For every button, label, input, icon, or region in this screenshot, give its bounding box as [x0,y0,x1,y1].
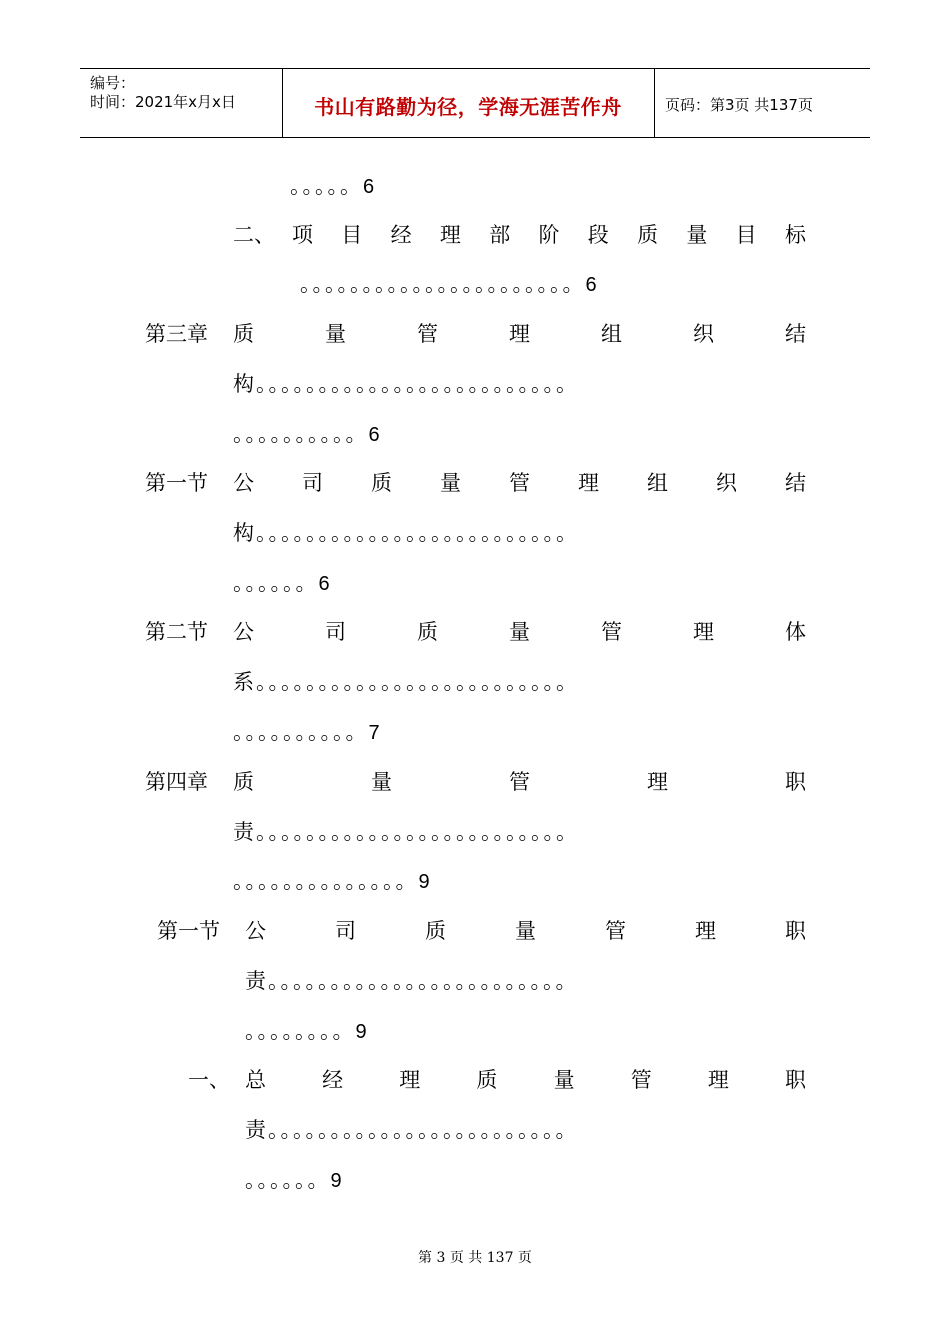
toc-title-char: 织 [693,322,714,346]
toc-title [233,471,806,495]
toc-title-char: 量 [553,1068,575,1092]
toc-line2: 责。。。。。。。。。。。。。。。。。。。。。。。。 [245,969,579,993]
toc-title-char: 公 [245,919,266,943]
toc-title-char: 量 [325,322,346,346]
toc-page-number: 7 [368,722,380,744]
toc-title-char: 质 [233,322,254,346]
toc-title-char: 项 [292,223,313,247]
toc-title-char: 质 [476,1068,498,1092]
toc-title-char: 结 [785,471,806,495]
toc-page-number: 6 [318,573,330,595]
toc-title-char: 理 [399,1068,421,1092]
toc-title-char: 组 [647,471,668,495]
toc-title-char: 段 [587,223,609,247]
header-middle-cell [282,69,655,137]
toc-dots-line [233,571,330,596]
toc-prefix: 第一节 [145,471,208,495]
toc-page-number: 6 [368,424,380,446]
toc-page-number: 9 [355,1021,367,1043]
toc-dots: 。。。。。。 [245,1168,331,1192]
toc-title-char: 理 [509,322,530,346]
number-label: 编号： [90,74,136,92]
toc-line2: 系。。。。。。。。。。。。。。。。。。。。。。。。。 [233,670,579,694]
toc-dots: 。。。。。。。。。。 [233,422,369,446]
toc-title-char: 质 [637,223,659,247]
page-footer: 第 3 页 共 137 页 [418,1250,532,1266]
toc-title-char: 质 [417,620,438,644]
toc-title [233,770,806,794]
toc-title-char: 管 [509,770,530,794]
toc-prefix: 一、 [188,1068,230,1092]
toc-title-char: 体 [785,620,806,644]
toc-title [245,919,806,943]
toc-dots-line [233,720,380,745]
toc-title-char: 司 [335,919,356,943]
toc-title-char: 量 [509,620,530,644]
toc-dots: 。。。。。。。。。。 [233,720,369,744]
toc-dots-line [245,1168,342,1193]
toc-title-char: 公 [233,471,254,495]
toc-dots: 。。。。。。 [233,571,319,595]
toc-dots: 。。。。。。。。 [245,1019,356,1043]
toc-title-char: 量 [371,770,392,794]
toc-title-char: 量 [515,919,536,943]
toc-prefix: 二、 [233,223,275,247]
toc-prefix: 第一节 [157,919,220,943]
toc-title-char: 理 [439,223,461,247]
toc-page-number: 6 [585,274,597,296]
toc-title-char: 公 [233,620,254,644]
toc-title-char: 理 [578,471,599,495]
toc-title-char: 组 [601,322,622,346]
toc-title-char: 织 [716,471,737,495]
motto: 书山有路勤为径，学海无涯苦作舟 [314,95,622,119]
header-left-cell [80,69,283,137]
toc-prefix: 第三章 [145,322,208,346]
toc-dots-line [233,422,380,447]
toc-prefix: 第二节 [145,620,208,644]
toc-title-char: 管 [417,322,438,346]
toc-title-char: 总 [245,1068,266,1092]
header-right-cell [655,69,870,137]
toc-title-char: 经 [390,223,412,247]
toc-title-char: 结 [785,322,806,346]
toc-title-char: 目 [341,223,363,247]
toc-dots: 。。。。。。。。。。。。。。。。。。。。。。 [300,272,586,296]
toc-title-char: 职 [785,919,806,943]
toc-title-char: 阶 [538,223,560,247]
toc-title-char: 职 [785,770,806,794]
toc-page-number: 6 [363,176,375,198]
time-label: 时间：2021年x月x日 [90,93,236,111]
toc-title-char: 司 [325,620,346,644]
toc-title-char: 理 [707,1068,729,1092]
toc-title-char: 标 [784,223,806,247]
toc-title-char: 管 [630,1068,652,1092]
toc-page-number: 9 [330,1170,342,1192]
toc-line2: 构。。。。。。。。。。。。。。。。。。。。。。。。。 [233,521,579,545]
toc-page-number: 9 [418,871,430,893]
toc-title-char: 质 [371,471,392,495]
toc-title [245,1068,806,1092]
toc-line2: 责。。。。。。。。。。。。。。。。。。。。。。。。。 [233,820,579,844]
toc-title-char: 管 [601,620,622,644]
page-header [80,68,870,138]
toc-dots-line [300,272,597,297]
toc-dots: 。。。。。 [290,174,363,198]
toc-title-char: 目 [735,223,757,247]
toc-title-char: 管 [509,471,530,495]
toc-title-char: 质 [425,919,446,943]
toc-title-char: 理 [695,919,716,943]
toc-title-char: 职 [784,1068,806,1092]
toc-dots-line [245,1019,367,1044]
toc-title-char: 量 [686,223,708,247]
toc-title [233,322,806,346]
toc-title [292,223,806,247]
toc-line2: 责。。。。。。。。。。。。。。。。。。。。。。。。 [245,1118,579,1142]
toc-title-char: 量 [440,471,461,495]
toc-title-char: 理 [647,770,668,794]
page-label: 页码：第3页 共137页 [665,96,813,114]
toc-title [233,620,806,644]
toc-dots-line [290,174,374,199]
toc-line2: 构。。。。。。。。。。。。。。。。。。。。。。。。。 [233,372,579,396]
toc-title-char: 司 [302,471,323,495]
toc-title-char: 质 [233,770,254,794]
toc-dots: 。。。。。。。。。。。。。。 [233,869,419,893]
toc-dots-line [233,869,430,894]
toc-prefix: 第四章 [145,770,208,794]
toc-title-char: 部 [489,223,511,247]
toc-title-char: 管 [605,919,626,943]
toc-title-char: 经 [322,1068,344,1092]
toc-title-char: 理 [693,620,714,644]
